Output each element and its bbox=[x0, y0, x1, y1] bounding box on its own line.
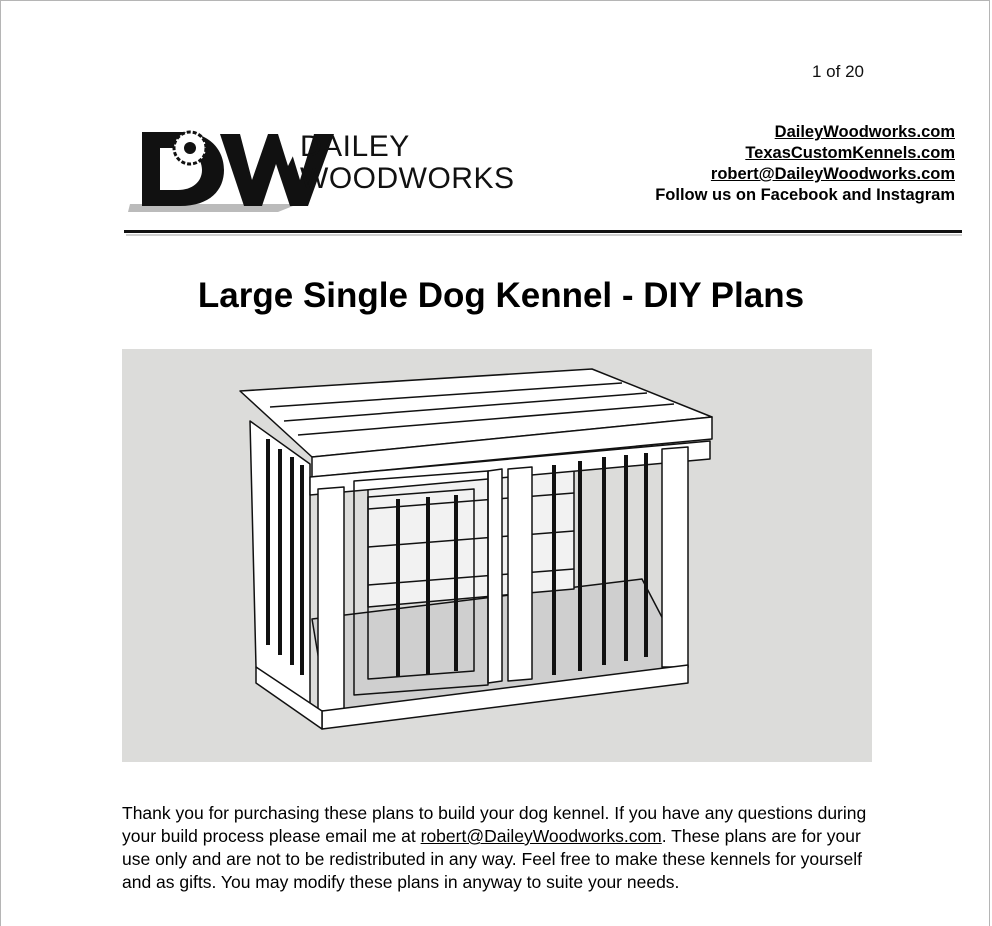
intro-text-start: Thank you for purchasing these plans to build your dog kennel. If you have any questions during your build process please email me at bbox=[122, 803, 867, 846]
intro-text-end: . These plans are for your use only and are not to be redistributed in any way. Feel free to make these kennels for yourself and as gifts. You may modify these plans in anyway to suite your needs. bbox=[122, 826, 862, 892]
kennel-illustration bbox=[122, 349, 872, 762]
dog-kennel-3d-model bbox=[122, 349, 872, 762]
header-divider bbox=[124, 230, 962, 233]
email-link[interactable]: robert@DaileyWoodworks.com bbox=[710, 165, 955, 183]
kennels-website-link[interactable]: TexasCustomKennels.com bbox=[745, 144, 955, 162]
website-link[interactable]: DaileyWoodworks.com bbox=[774, 123, 955, 141]
intro-paragraph bbox=[122, 802, 882, 894]
brand-wordmark bbox=[300, 131, 515, 195]
social-follow-text: Follow us on Facebook and Instagram bbox=[655, 186, 955, 204]
header-divider-shadow bbox=[126, 234, 962, 236]
page-title: Large Single Dog Kennel - DIY Plans bbox=[197, 276, 805, 315]
intro-email-link[interactable]: robert@DaileyWoodworks.com bbox=[420, 826, 662, 846]
page-number: 1 of 20 bbox=[812, 62, 864, 81]
contact-block bbox=[655, 122, 955, 206]
brand-line-1: DAILEY bbox=[300, 130, 410, 163]
brand-line-2: WOODWORKS bbox=[300, 162, 515, 195]
